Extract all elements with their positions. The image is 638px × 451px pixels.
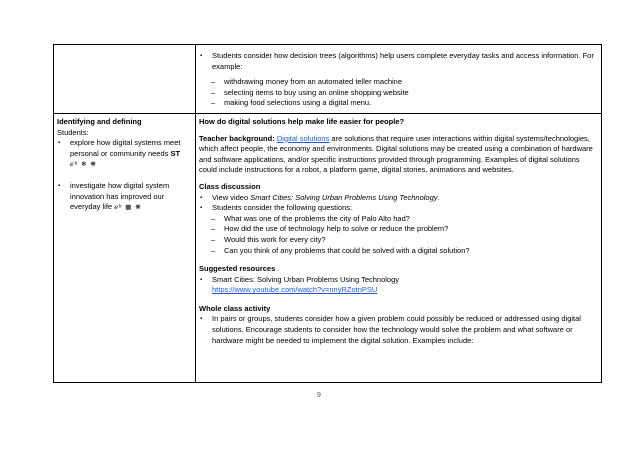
capability-icons: ℯᵇ ▦ ❋ [114,204,142,212]
list-item [57,138,191,171]
bullet-icon: ▪ [200,316,203,323]
table-cell-content-descriptions [54,113,196,382]
dash-icon: – [211,213,216,223]
left-heading: Identifying and defining [57,116,142,126]
bullet-icon: ▪ [200,276,203,283]
video-suffix: . [437,192,440,202]
class-discussion-heading: Class discussion [199,181,261,191]
dash-icon: – [211,77,216,87]
resource-title: Smart Cities: Solving Urban Problems Using Technology [212,274,400,284]
table-cell [196,45,602,114]
descriptor-text: investigate how digital system innovation has improved our everyday life [70,180,170,212]
table-row [54,45,602,114]
students-label: Students: [57,127,89,137]
dash-icon: – [211,234,216,244]
suggested-resources-heading: Suggested resources [199,264,276,274]
list-item [199,88,597,99]
dash-icon: – [211,87,216,97]
descriptor-text: explore how digital systems meet personal or community needs [70,138,181,158]
list-item [199,98,597,109]
list-item [199,193,597,204]
example-item: making food selections using a digital menu. [224,98,372,108]
list-item [199,51,597,72]
decision-trees-bullet: Students consider how decision trees (algorithms) help users complete everyday tasks and access information. For example: [212,51,594,71]
consider-text: Students consider the following questions: [212,203,353,213]
teacher-background-label: Teacher background: [199,133,275,143]
list-item [199,314,597,346]
table-row [54,113,602,382]
inquiry-question: How do digital solutions help make life easier for people? [199,116,405,126]
table-cell-activities [196,113,602,382]
dash-icon: – [211,224,216,234]
teacher-background [199,134,597,176]
video-title: Smart Cities: Solving Urban Problems Using Technology [250,192,438,202]
teacher-background-text: are solutions that require user interactions within digital systems/technologies, which affect people, the economy and environments. Digital solutions may be created using a combination of hardware and software applications, and/or specific instructions provided through programming. Examples of digital solutions could include instructions for a robot, a platform game, digital stories, animations and websites. [199,133,593,175]
video-prefix: View video [212,192,251,202]
list-item [199,203,597,214]
discussion-question: Can you think of any problems that could be solved with a digital solution? [224,245,470,255]
example-item: selecting items to buy using an online shopping website [224,87,409,97]
list-item [199,214,597,225]
content-table [53,44,602,383]
whole-class-heading: Whole class activity [199,303,271,313]
discussion-question: What was one of the problems the city of Palo Alto had? [224,213,410,223]
dash-icon: – [211,245,216,255]
bullet-icon: ▪ [200,53,203,59]
list-item [199,224,597,235]
list-item [199,77,597,88]
list-item [57,181,191,214]
bullet-icon: ▪ [200,205,203,212]
st-tag: ST [170,148,181,158]
bullet-icon: ▪ [58,182,61,189]
example-item: withdrawing money from an automated teller machine [224,77,403,87]
list-item [199,246,597,257]
resource-link[interactable]: https://www.youtube.com/watch?v=nnyRZotnPSU [212,285,378,295]
digital-solutions-link[interactable]: Digital solutions [276,133,330,143]
table-cell-empty [54,45,196,114]
page-number: 9 [317,392,321,399]
bullet-icon: ▪ [200,194,203,201]
whole-class-text: In pairs or groups, students consider how a given problem could possibly be reduced or addressed using digital solutions. Encourage students to consider how the technology would solve the problem and what software or hardware might be needed to implement the digital solution. Examples include: [212,314,581,345]
list-item [199,235,597,246]
list-item [199,275,597,296]
dash-icon: – [211,98,216,108]
discussion-question: How did the use of technology help to solve or reduce the problem? [224,224,449,234]
capability-icons: ℯᵇ ❄ ❋ [70,161,97,169]
bullet-icon: ▪ [58,140,61,147]
discussion-question: Would this work for every city? [224,234,326,244]
